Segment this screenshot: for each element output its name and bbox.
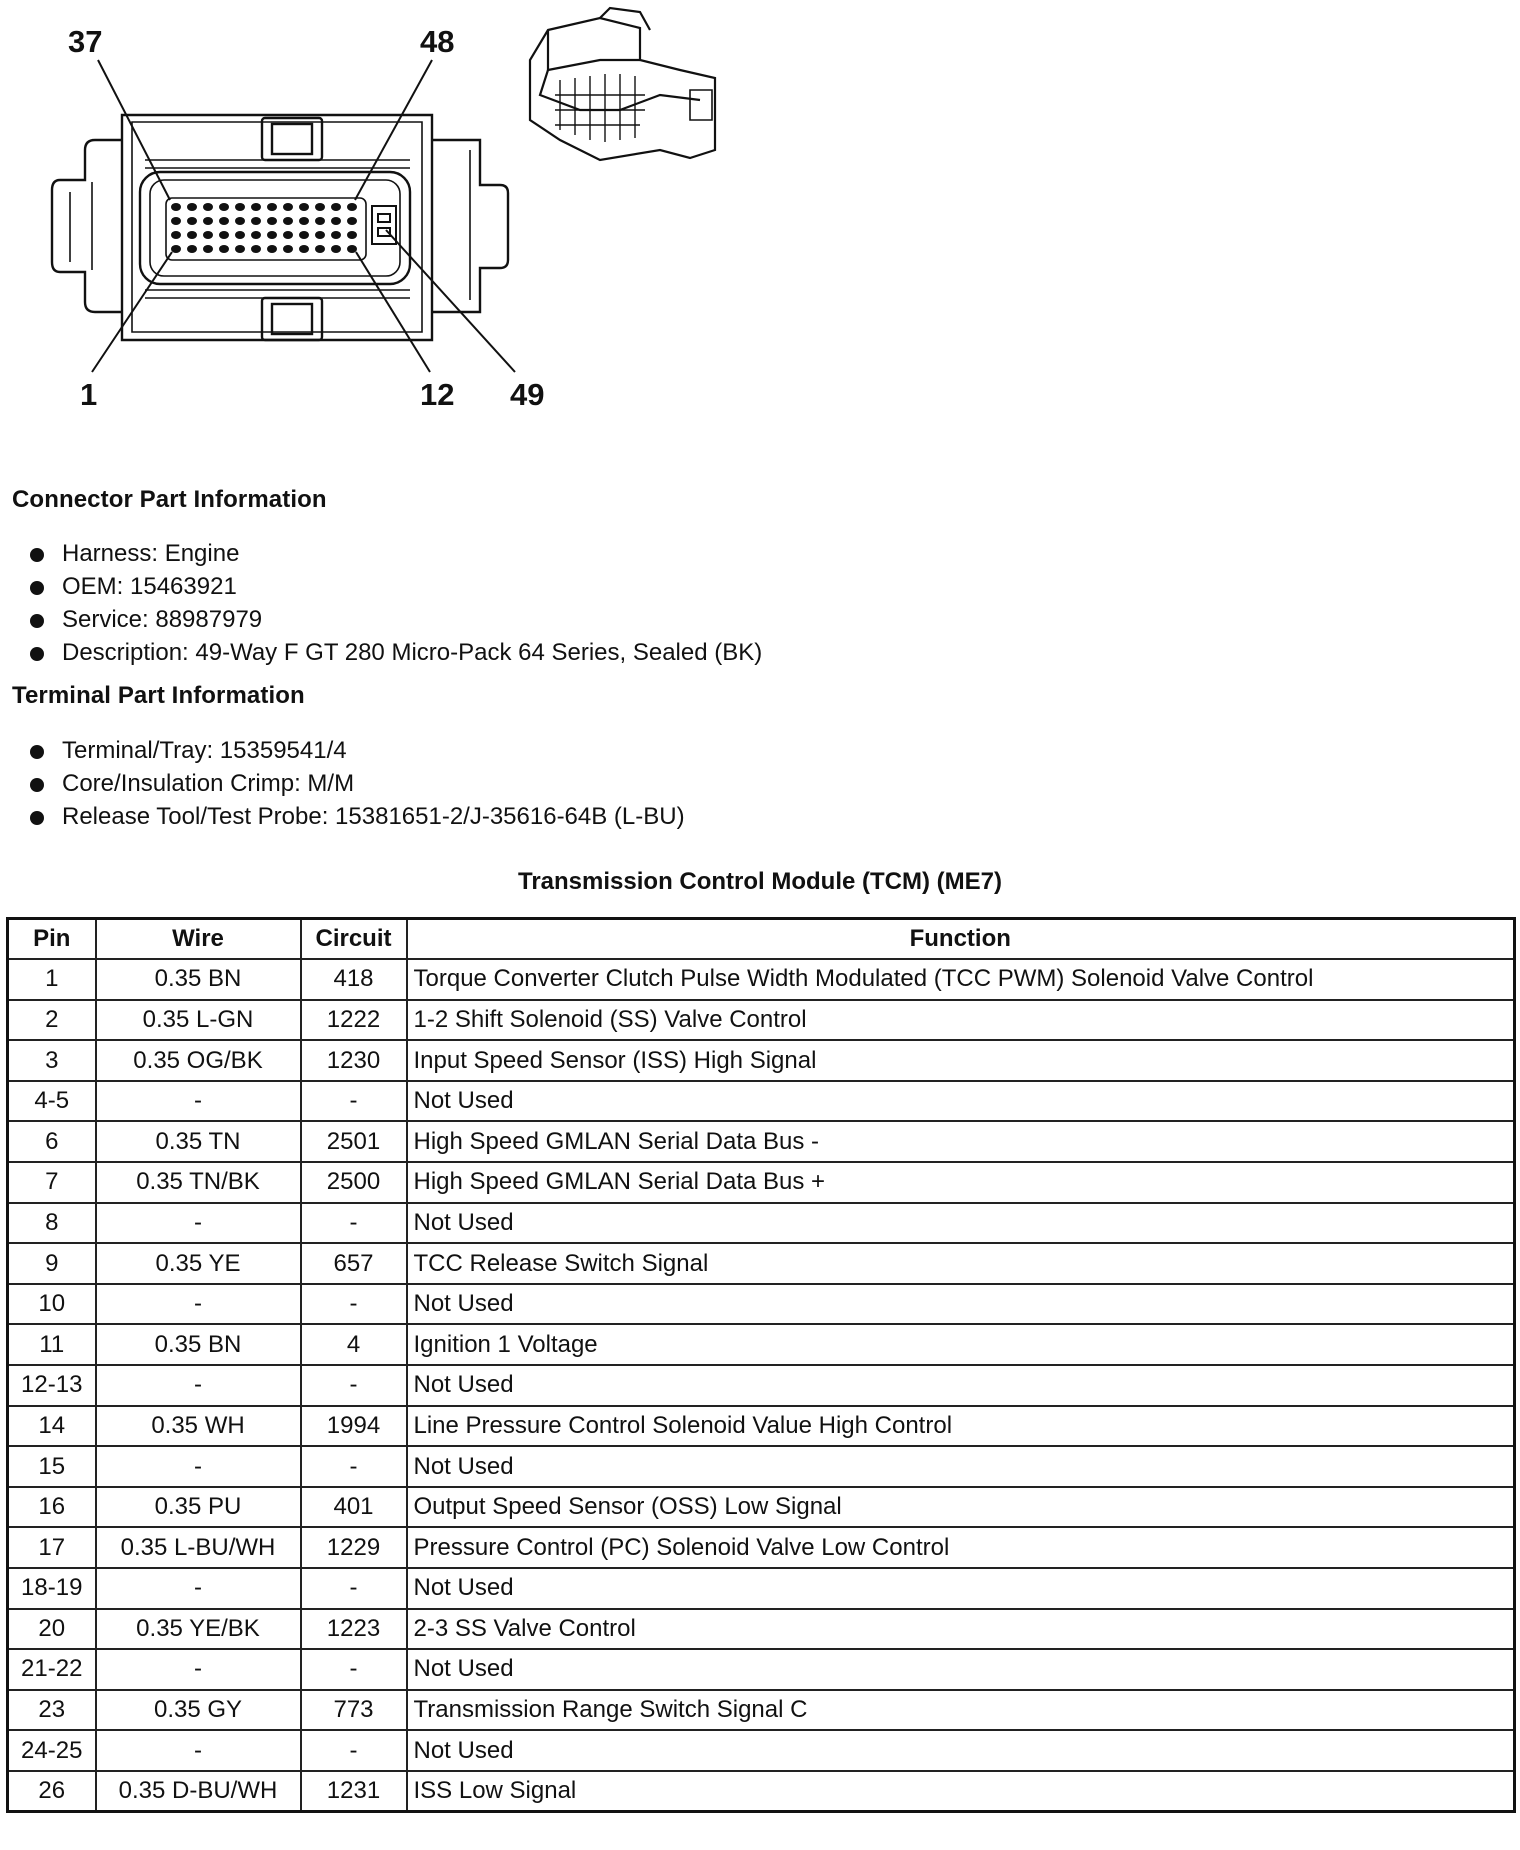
- cell-wire: 0.35 L-BU/WH: [96, 1527, 301, 1568]
- table-row: [8, 1527, 1515, 1568]
- pin-cavity: [299, 245, 309, 253]
- list-item: Core/Insulation Crimp: M/M: [28, 767, 685, 800]
- cell-pin: 7: [8, 1162, 96, 1203]
- cell-pin: 6: [8, 1121, 96, 1162]
- cell-function: Line Pressure Control Solenoid Value High Control: [407, 1406, 1515, 1447]
- header-pin: Pin: [8, 919, 96, 960]
- table-row: [8, 1771, 1515, 1812]
- pin-cavity: [251, 245, 261, 253]
- pin-cavity: [267, 231, 277, 239]
- cell-wire: 0.35 WH: [96, 1406, 301, 1447]
- pin-cavity: [171, 203, 181, 211]
- table-row: [8, 1081, 1515, 1122]
- cell-function: TCC Release Switch Signal: [407, 1243, 1515, 1284]
- pin-cavity: [315, 245, 325, 253]
- cell-pin: 1: [8, 959, 96, 1000]
- terminal-part-info-list: [28, 734, 685, 833]
- cell-pin: 16: [8, 1487, 96, 1528]
- table-title: Transmission Control Module (TCM) (ME7): [518, 868, 1002, 895]
- table-row: [8, 959, 1515, 1000]
- pin-cavity: [235, 231, 245, 239]
- cell-wire: 0.35 L-GN: [96, 1000, 301, 1041]
- pin-cavity: [235, 203, 245, 211]
- pin-cavity: [251, 217, 261, 225]
- cell-circuit: 657: [301, 1243, 407, 1284]
- pin-cavity: [283, 217, 293, 225]
- cell-pin: 17: [8, 1527, 96, 1568]
- cell-circuit: 1229: [301, 1527, 407, 1568]
- cell-circuit: -: [301, 1568, 407, 1609]
- cell-pin: 8: [8, 1203, 96, 1244]
- table-row: [8, 1040, 1515, 1081]
- cell-wire: 0.35 BN: [96, 959, 301, 1000]
- cell-pin: 21-22: [8, 1649, 96, 1690]
- table-row: [8, 1730, 1515, 1771]
- cell-pin: 26: [8, 1771, 96, 1812]
- pin-cavity: [299, 217, 309, 225]
- pin-cavity: [283, 231, 293, 239]
- cell-function: Transmission Range Switch Signal C: [407, 1690, 1515, 1731]
- cell-wire: 0.35 D-BU/WH: [96, 1771, 301, 1812]
- cell-function: Input Speed Sensor (ISS) High Signal: [407, 1040, 1515, 1081]
- cell-pin: 12-13: [8, 1365, 96, 1406]
- pin-cavity: [347, 217, 357, 225]
- table-row: [8, 1365, 1515, 1406]
- cell-circuit: -: [301, 1649, 407, 1690]
- table-row: [8, 1446, 1515, 1487]
- header-circuit: Circuit: [301, 919, 407, 960]
- cell-pin: 15: [8, 1446, 96, 1487]
- cell-pin: 14: [8, 1406, 96, 1447]
- pin-cavity: [171, 231, 181, 239]
- cell-pin: 18-19: [8, 1568, 96, 1609]
- cell-pin: 23: [8, 1690, 96, 1731]
- pin-cavity: [347, 231, 357, 239]
- table-row: [8, 1000, 1515, 1041]
- cell-wire: -: [96, 1649, 301, 1690]
- pin-cavity: [251, 203, 261, 211]
- cell-circuit: 2500: [301, 1162, 407, 1203]
- cell-pin: 20: [8, 1609, 96, 1650]
- cell-wire: 0.35 BN: [96, 1324, 301, 1365]
- cell-wire: -: [96, 1568, 301, 1609]
- pin-cavity: [187, 217, 197, 225]
- pin-cavity: [203, 217, 213, 225]
- table-header-row: [8, 919, 1515, 960]
- cell-circuit: -: [301, 1203, 407, 1244]
- pin-cavity: [187, 231, 197, 239]
- cell-function: Torque Converter Clutch Pulse Width Modulated (TCC PWM) Solenoid Valve Control: [407, 959, 1515, 1000]
- callout-48: 48: [420, 24, 455, 59]
- cell-wire: -: [96, 1365, 301, 1406]
- pin-cavity: [331, 231, 341, 239]
- cell-wire: 0.35 GY: [96, 1690, 301, 1731]
- cell-wire: 0.35 YE/BK: [96, 1609, 301, 1650]
- table-row: [8, 1487, 1515, 1528]
- cell-function: Output Speed Sensor (OSS) Low Signal: [407, 1487, 1515, 1528]
- list-item: Description: 49-Way F GT 280 Micro-Pack 64 Series, Sealed (BK): [28, 636, 762, 669]
- pin-cavity: [331, 217, 341, 225]
- cell-wire: 0.35 TN/BK: [96, 1162, 301, 1203]
- table-row: [8, 1690, 1515, 1731]
- callout-37: 37: [68, 24, 103, 59]
- cell-wire: -: [96, 1081, 301, 1122]
- pin-cavity: [347, 203, 357, 211]
- cell-wire: 0.35 PU: [96, 1487, 301, 1528]
- cell-circuit: 2501: [301, 1121, 407, 1162]
- pin-cavity: [171, 217, 181, 225]
- cell-circuit: -: [301, 1730, 407, 1771]
- pin-cavity: [219, 231, 229, 239]
- cell-pin: 11: [8, 1324, 96, 1365]
- cell-function: Not Used: [407, 1203, 1515, 1244]
- pin-cavity: [267, 203, 277, 211]
- pin-cavity: [187, 203, 197, 211]
- cell-function: Not Used: [407, 1730, 1515, 1771]
- connector-part-info-list: [28, 537, 762, 669]
- terminal-part-info-title: Terminal Part Information: [12, 682, 305, 709]
- list-item: OEM: 15463921: [28, 570, 762, 603]
- pin-cavity: [267, 245, 277, 253]
- header-wire: Wire: [96, 919, 301, 960]
- pin-cavity: [315, 231, 325, 239]
- cell-function: Not Used: [407, 1568, 1515, 1609]
- table-row: [8, 1121, 1515, 1162]
- cell-function: Not Used: [407, 1365, 1515, 1406]
- cell-function: Not Used: [407, 1081, 1515, 1122]
- cell-wire: 0.35 YE: [96, 1243, 301, 1284]
- pin-cavity: [347, 245, 357, 253]
- cell-pin: 9: [8, 1243, 96, 1284]
- cell-function: High Speed GMLAN Serial Data Bus -: [407, 1121, 1515, 1162]
- cell-pin: 10: [8, 1284, 96, 1325]
- pin-cavity: [235, 245, 245, 253]
- cell-circuit: -: [301, 1081, 407, 1122]
- cell-wire: 0.35 OG/BK: [96, 1040, 301, 1081]
- pin-cavity: [283, 245, 293, 253]
- cell-wire: -: [96, 1446, 301, 1487]
- table-row: [8, 1284, 1515, 1325]
- cell-wire: -: [96, 1730, 301, 1771]
- pin-cavity: [203, 245, 213, 253]
- cell-function: Ignition 1 Voltage: [407, 1324, 1515, 1365]
- cell-function: Not Used: [407, 1649, 1515, 1690]
- cell-circuit: 1231: [301, 1771, 407, 1812]
- cell-circuit: -: [301, 1284, 407, 1325]
- pin-cavity: [267, 217, 277, 225]
- cell-function: Pressure Control (PC) Solenoid Valve Low Control: [407, 1527, 1515, 1568]
- cell-circuit: -: [301, 1365, 407, 1406]
- pin-cavity: [251, 231, 261, 239]
- cell-pin: 2: [8, 1000, 96, 1041]
- header-function: Function: [407, 919, 1515, 960]
- cell-pin: 4-5: [8, 1081, 96, 1122]
- cell-function: 1-2 Shift Solenoid (SS) Valve Control: [407, 1000, 1515, 1041]
- pin-cavity: [331, 203, 341, 211]
- list-item: Release Tool/Test Probe: 15381651-2/J-35616-64B (L-BU): [28, 800, 685, 833]
- connector-diagram: [0, 0, 760, 430]
- cell-circuit: 1230: [301, 1040, 407, 1081]
- pinout-table: [6, 917, 1516, 1813]
- cell-circuit: 418: [301, 959, 407, 1000]
- table-row: [8, 1609, 1515, 1650]
- cell-pin: 3: [8, 1040, 96, 1081]
- pin-cavity: [315, 203, 325, 211]
- cell-function: High Speed GMLAN Serial Data Bus +: [407, 1162, 1515, 1203]
- cell-function: ISS Low Signal: [407, 1771, 1515, 1812]
- list-item: Harness: Engine: [28, 537, 762, 570]
- connector-part-info-title: Connector Part Information: [12, 486, 327, 513]
- pin-cavity: [219, 245, 229, 253]
- cell-wire: -: [96, 1203, 301, 1244]
- table-row: [8, 1203, 1515, 1244]
- table-row: [8, 1324, 1515, 1365]
- cell-function: Not Used: [407, 1284, 1515, 1325]
- table-row: [8, 1406, 1515, 1447]
- pin-cavity: [203, 203, 213, 211]
- cell-circuit: 1994: [301, 1406, 407, 1447]
- pin-cavity: [315, 217, 325, 225]
- table-row: [8, 1162, 1515, 1203]
- cell-circuit: 1222: [301, 1000, 407, 1041]
- pin-cavity: [331, 245, 341, 253]
- pin-cavity: [299, 203, 309, 211]
- cell-circuit: -: [301, 1446, 407, 1487]
- cell-wire: 0.35 TN: [96, 1121, 301, 1162]
- pin-cavity: [203, 231, 213, 239]
- callout-49: 49: [510, 377, 545, 412]
- list-item: Terminal/Tray: 15359541/4: [28, 734, 685, 767]
- cell-circuit: 773: [301, 1690, 407, 1731]
- pin-cavity: [235, 217, 245, 225]
- cell-circuit: 401: [301, 1487, 407, 1528]
- table-row: [8, 1649, 1515, 1690]
- cell-function: 2-3 SS Valve Control: [407, 1609, 1515, 1650]
- pin-cavity: [171, 245, 181, 253]
- cell-circuit: 4: [301, 1324, 407, 1365]
- cell-function: Not Used: [407, 1446, 1515, 1487]
- callout-1: 1: [80, 377, 98, 412]
- pin-cavity: [283, 203, 293, 211]
- pin-cavity: [299, 231, 309, 239]
- cell-pin: 24-25: [8, 1730, 96, 1771]
- pin-cavity: [187, 245, 197, 253]
- pin-cavity: [219, 203, 229, 211]
- table-row: [8, 1568, 1515, 1609]
- callout-12: 12: [420, 377, 455, 412]
- table-row: [8, 1243, 1515, 1284]
- cell-wire: -: [96, 1284, 301, 1325]
- pin-cavity: [219, 217, 229, 225]
- list-item: Service: 88987979: [28, 603, 762, 636]
- cell-circuit: 1223: [301, 1609, 407, 1650]
